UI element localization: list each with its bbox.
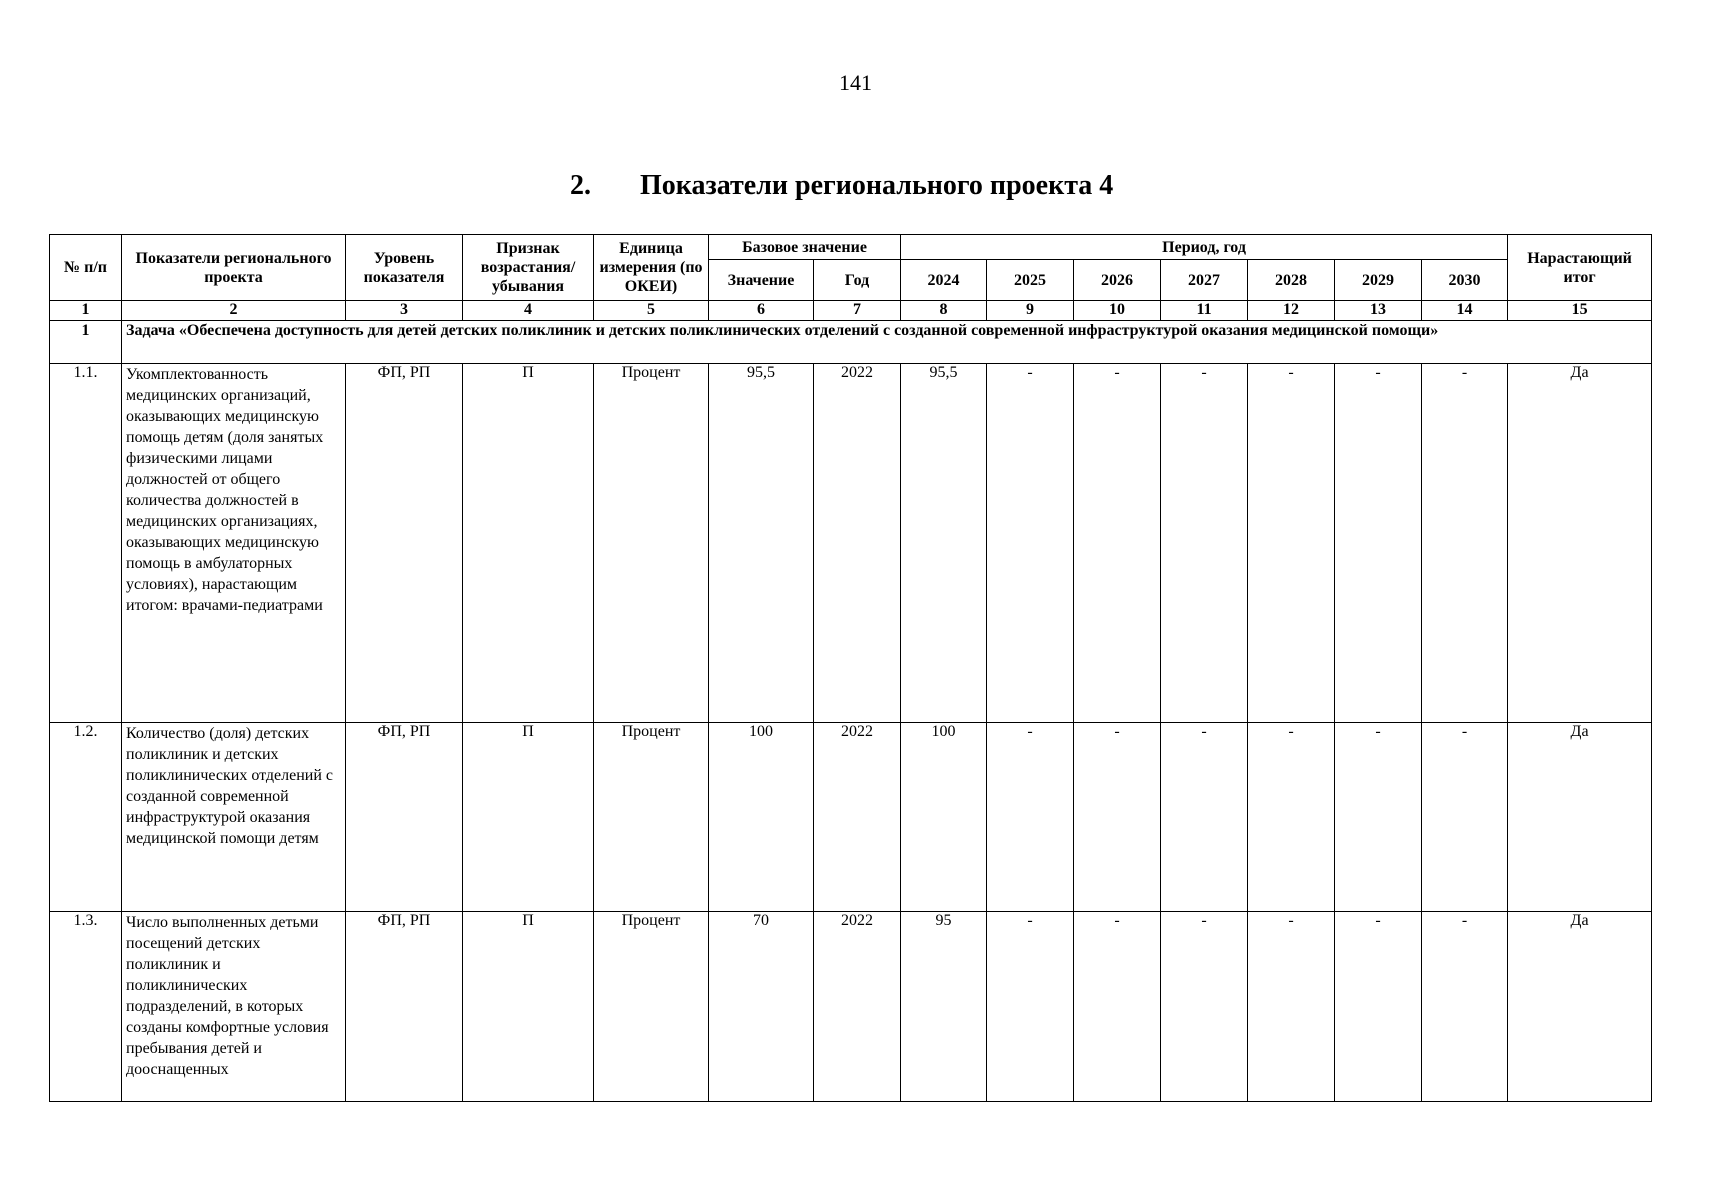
indicator-level: ФП, РП [346,912,463,1102]
cumulative-value: Да [1508,912,1652,1102]
header-year: 2024 [901,260,987,301]
cumulative-value: Да [1508,364,1652,723]
header-year: 2028 [1248,260,1335,301]
row-number: 1.1. [50,364,122,723]
year-value: - [1248,723,1335,912]
indicator-unit: Процент [594,723,709,912]
year-value: - [1335,364,1422,723]
header-cumulative: Нарастающий итог [1508,235,1652,301]
base-value: 100 [709,723,814,912]
section-title-text: Показатели регионального проекта 4 [640,170,1114,201]
indicator-level: ФП, РП [346,364,463,723]
base-value: 95,5 [709,364,814,723]
header-year: 2026 [1074,260,1161,301]
header-period: Период, год [901,235,1508,260]
indicator-sign: П [463,723,594,912]
year-value: 95 [901,912,987,1102]
indicator-sign: П [463,912,594,1102]
year-value: - [1074,912,1161,1102]
column-number: 11 [1161,301,1248,321]
header-year: 2029 [1335,260,1422,301]
column-number: 3 [346,301,463,321]
page-number: 141 [839,70,872,95]
base-year: 2022 [814,723,901,912]
indicator-name: Укомплектованность медицинских организаций, оказывающих медицинскую помощь детям (доля занятых физическими лицами должностей от общего количества должностей в медицинских организациях, оказывающих медицинскую помощь в амбулаторных условиях), нарастающим итогом: врачами-педиатрами [122,364,346,723]
column-number: 8 [901,301,987,321]
base-year: 2022 [814,364,901,723]
year-value: - [1335,723,1422,912]
indicator-name: Количество (доля) детских поликлиник и детских поликлинических отделений с созданной современной инфраструктурой оказания медицинской помощи детям [122,723,346,912]
header-year: 2025 [987,260,1074,301]
header-base-year: Год [814,260,901,301]
column-numbers-row [50,301,1652,321]
year-value: - [1074,364,1161,723]
year-value: - [1161,912,1248,1102]
year-value: - [1074,723,1161,912]
cumulative-value: Да [1508,723,1652,912]
table-row [50,364,1652,723]
column-number: 12 [1248,301,1335,321]
header-year: 2027 [1161,260,1248,301]
header-num: № п/п [50,235,122,301]
table-row [50,912,1652,1102]
column-number: 6 [709,301,814,321]
task-text: Задача «Обеспечена доступность для детей детских поликлиник и детских поликлинических отделений с созданной современной инфраструктурой оказания медицинской помощи» [122,321,1652,364]
header-level: Уровень показателя [346,235,463,301]
table-row [50,723,1652,912]
year-value: - [987,912,1074,1102]
section-title [570,170,1113,202]
base-value: 70 [709,912,814,1102]
base-year: 2022 [814,912,901,1102]
row-number: 1.3. [50,912,122,1102]
year-value: - [1161,723,1248,912]
header-unit: Единица измерения (по ОКЕИ) [594,235,709,301]
column-number: 5 [594,301,709,321]
column-number: 2 [122,301,346,321]
row-number: 1.2. [50,723,122,912]
column-number: 1 [50,301,122,321]
task-number: 1 [50,321,122,364]
indicator-level: ФП, РП [346,723,463,912]
year-value: - [1422,723,1508,912]
year-value: - [1248,912,1335,1102]
year-value: - [1335,912,1422,1102]
year-value: 95,5 [901,364,987,723]
column-number: 15 [1508,301,1652,321]
header-base-value: Значение [709,260,814,301]
column-number: 7 [814,301,901,321]
year-value: - [987,364,1074,723]
header-sign: Признак возрастания/ убывания [463,235,594,301]
header-indicator: Показатели регионального проекта [122,235,346,301]
column-number: 13 [1335,301,1422,321]
task-row [50,321,1652,364]
year-value: - [1248,364,1335,723]
section-number: 2. [570,170,591,201]
indicator-name: Число выполненных детьми посещений детских поликлиник и поликлинических подразделений, в которых созданы комфортные условия пребывания детей и дооснащенных [122,912,346,1102]
indicator-unit: Процент [594,364,709,723]
year-value: - [1422,912,1508,1102]
year-value: - [1422,364,1508,723]
header-base: Базовое значение [709,235,901,260]
year-value: 100 [901,723,987,912]
indicator-sign: П [463,364,594,723]
column-number: 14 [1422,301,1508,321]
year-value: - [987,723,1074,912]
column-number: 10 [1074,301,1161,321]
column-number: 4 [463,301,594,321]
column-number: 9 [987,301,1074,321]
year-value: - [1161,364,1248,723]
indicator-unit: Процент [594,912,709,1102]
indicators-table [49,234,1652,1102]
header-year: 2030 [1422,260,1508,301]
